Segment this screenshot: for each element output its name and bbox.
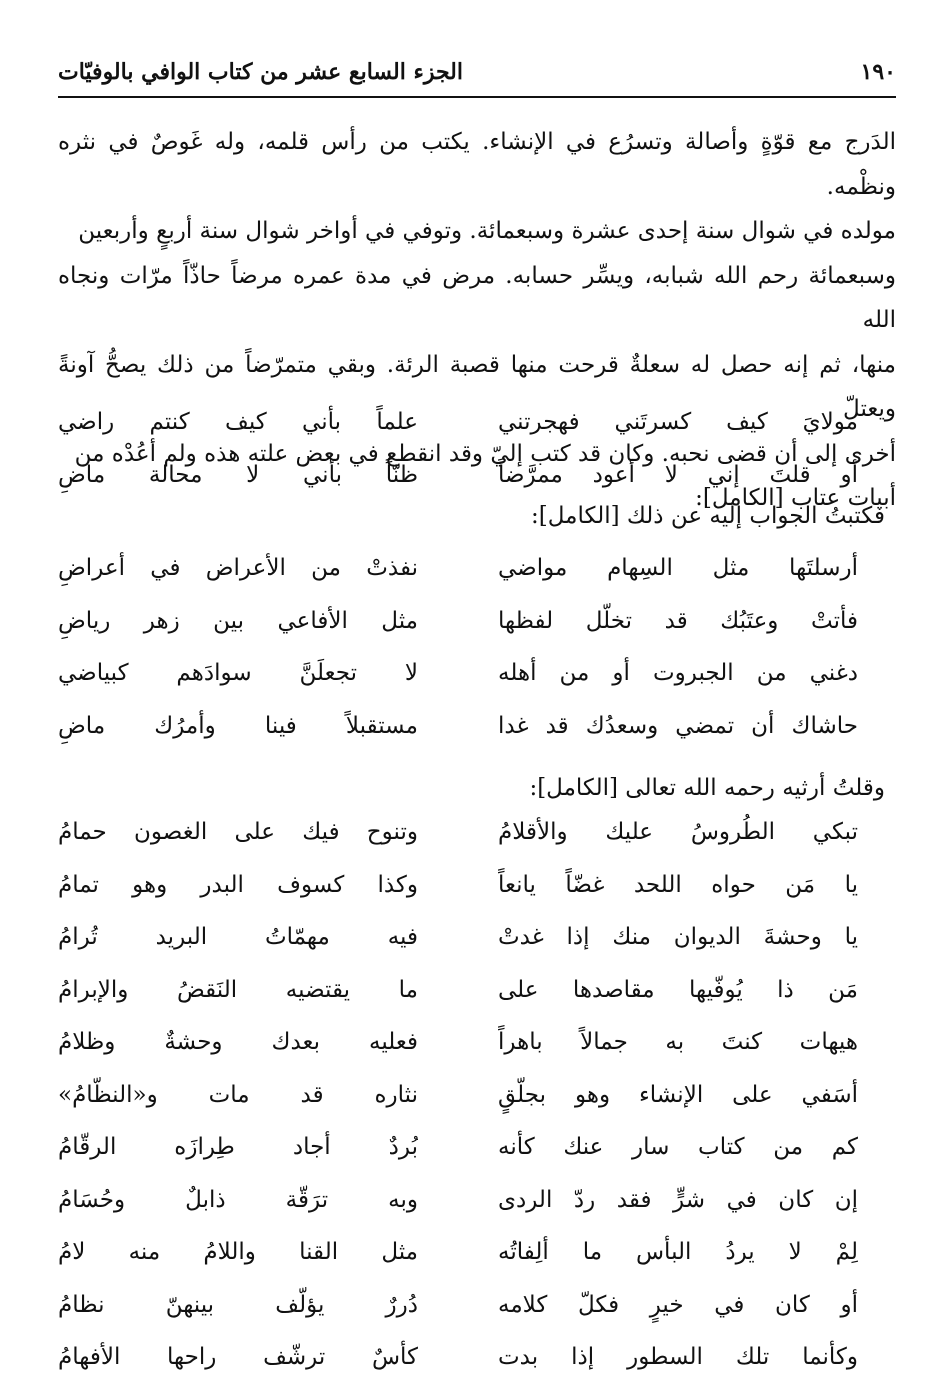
verse-second-hemistich: فيه مهمّاتُ البريد تُرامُ	[58, 924, 418, 950]
verse	[58, 700, 858, 753]
prose-line: أخرى إلى أن قضى نحبه. وكان قد كتب إليّ وقد انقطع في بعض علته هذه ولم أعُدْه من	[74, 440, 896, 467]
verse	[58, 1174, 858, 1227]
verse-first-hemistich: كم من كتاب سار عنك كأنه	[498, 1134, 858, 1160]
elegy-intro: وقلتُ أرثيه رحمه الله تعالى [الكامل]:	[529, 775, 885, 801]
verse-second-hemistich: بُردٌ أجاد طِرازَه الرقّامُ	[58, 1134, 418, 1160]
page-header	[58, 52, 896, 92]
verse-first-hemistich: مَن ذا يُوفّيها مقاصدها على	[498, 976, 858, 1003]
verse-first-hemistich: هيهات كنتَ به جمالاً باهراً	[498, 1029, 858, 1055]
verse-second-hemistich: علماً بأني كيف كنتم راضي	[58, 409, 418, 435]
prose-line: أبيات عتاب [الكامل]:	[695, 485, 896, 511]
verse-first-hemistich: يا وحشةَ الديوان منك إذا غدتْ	[498, 924, 858, 950]
verse-first-hemistich: إن كان في شرٍّ فقد ردّ الردى	[498, 1186, 858, 1213]
prose-line: وسبعمائة رحم الله شبابه، ويسِّر حسابه. مرض في مدة عمره مرضاً حاذّاً مرّات ونجاه الله	[58, 262, 896, 333]
verse-first-hemistich: لِمْ لا يردُ البأس ما ألِفاتُه	[498, 1239, 858, 1265]
verse-first-hemistich: فأتتْ وعتَبُك قد تخلّل لفظها	[498, 607, 858, 634]
running-title: الجزء السابع عشر من كتاب الوافي بالوفيّات	[58, 59, 463, 85]
verse	[58, 911, 858, 964]
verse-second-hemistich: ما يقتضيه النَقضُ والإبرامُ	[58, 976, 418, 1003]
page-number: ١٩٠	[860, 59, 896, 85]
prose-line: مولده في شوال سنة إحدى عشرة وسبعمائة. وتوفي في أواخر شوال سنة أربعٍ وأربعين	[78, 218, 896, 244]
verse-second-hemistich: مثل الأفاعي بين زهر رياضِ	[58, 607, 418, 634]
verse	[58, 1331, 858, 1384]
prose-line: منها، ثم إنه حصل له سعلةٌ قرحت منها قصبة الرئة. وبقي متمرّضاً من ذلك يصحُّ آونةً ويعتلّ	[58, 351, 896, 422]
verse	[58, 1279, 858, 1332]
verse	[58, 595, 858, 648]
verse-first-hemistich: مولايَ كيف كسرتَني فهجرتني	[498, 409, 858, 435]
verse-first-hemistich: أو كان في خيرٍ فكلّ كلامه	[498, 1291, 858, 1318]
verse-second-hemistich: دُررٌ يؤلّف بينهنّ نظامُ	[58, 1291, 418, 1318]
verse-second-hemistich: مثل القنا واللامُ منه لامُ	[58, 1239, 418, 1265]
verse	[58, 1069, 858, 1122]
verse	[58, 806, 858, 859]
verse-second-hemistich: فعليه بعدك وحشةٌ وظلامُ	[58, 1029, 418, 1055]
verse-first-hemistich: يا مَن حواه اللحد غضّاً يانعاً	[498, 871, 858, 898]
verse-first-hemistich: حاشاك أن تمضي وسعدُك قد غدا	[498, 712, 858, 739]
verse-second-hemistich: وكذا كسوف البدر وهو تمامُ	[58, 871, 418, 898]
verse-second-hemistich: كأسٌ ترشّف راحها الأفهامُ	[58, 1344, 418, 1370]
poem-reproach	[58, 396, 858, 501]
reply-intro: فكتبتُ الجواب إليه عن ذلك [الكامل]:	[531, 503, 885, 529]
verse-first-hemistich: أرسلتَها مثل السِهام مواضي	[498, 555, 858, 581]
verse-first-hemistich: تبكي الطُروسُ عليك والأقلامُ	[498, 819, 858, 845]
prose-line: الدَرج مع قوّةٍ وأصالة وتسرُع في الإنشاء. يكتب من رأس قلمه، وله غَوصٌ في نثره ونظْمه.	[58, 129, 896, 200]
verse	[58, 1226, 858, 1279]
header-rule	[58, 96, 896, 98]
poem-reply	[58, 542, 858, 752]
verse	[58, 1016, 858, 1069]
verse-first-hemistich: وكأنما تلك السطور إذا بدت	[498, 1344, 858, 1370]
verse-second-hemistich: ظنّاً بأني لا محالة ماضِ	[58, 461, 418, 488]
verse-first-hemistich: أو قلتَ إني لا أعود ممرَّضاً	[498, 461, 858, 488]
verse	[58, 1121, 858, 1174]
verse-second-hemistich: وبه ترَقّة ذابلٌ وحُسَامُ	[58, 1186, 418, 1213]
verse-first-hemistich: دغني من الجبروت أو من أهله	[498, 660, 858, 686]
poem-elegy	[58, 806, 858, 1384]
verse-second-hemistich: نفذتْ من الأعراض في أعراضِ	[58, 555, 418, 581]
verse	[58, 542, 858, 595]
verse-second-hemistich: لا تجعلَنَّ سوادَهم كبياضي	[58, 660, 418, 686]
verse	[58, 396, 858, 449]
verse-second-hemistich: وتنوح فيك على الغصون حمامُ	[58, 819, 418, 845]
verse	[58, 859, 858, 912]
verse	[58, 647, 858, 700]
verse-first-hemistich: أسَفي على الإنشاء وهو بجلّقٍ	[498, 1081, 858, 1108]
verse	[58, 964, 858, 1017]
verse-second-hemistich: نثاره قد مات و«النظّامُ»	[58, 1081, 418, 1108]
verse-second-hemistich: مستقبلاً فينا وأمرُك ماضِ	[58, 712, 418, 739]
